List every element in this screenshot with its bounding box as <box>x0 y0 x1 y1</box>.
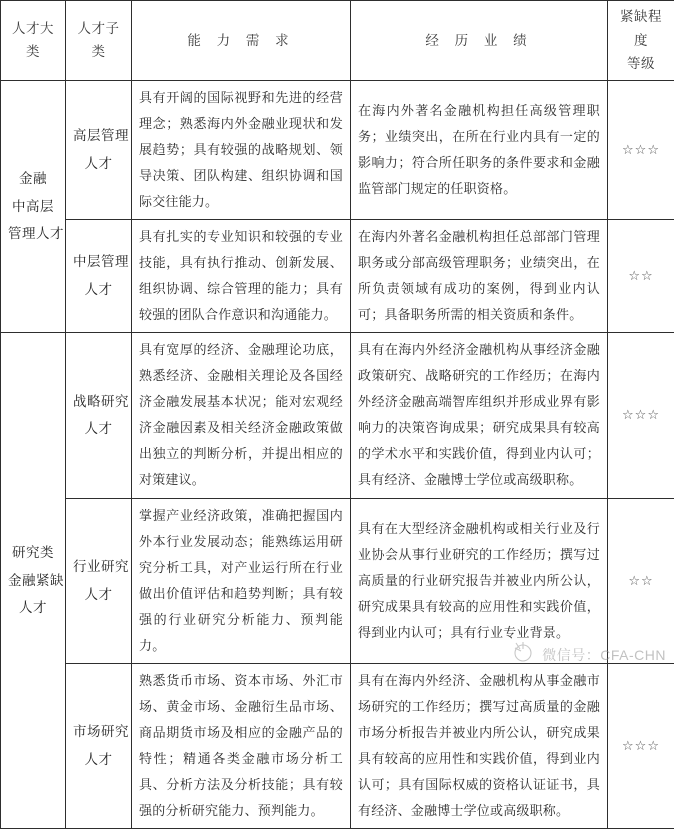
header-level-line2: 等级 <box>615 52 667 76</box>
table-row <box>1 219 674 332</box>
header-category: 人才大类 <box>1 1 66 81</box>
ability-cell: 具有开阔的国际视野和先进的经营理念；熟悉海内外金融业现状和发展趋势；具有较强的战略规划、领导决策、团队构建、组织协调和国际交往能力。 <box>132 80 351 219</box>
header-level-line1: 紧缺程度 <box>615 5 667 52</box>
subcategory-line: 战略研究 <box>73 388 124 416</box>
watermark-text: 微信号：CFA-CHN <box>542 645 666 665</box>
header-ability: 能 力 需 求 <box>132 1 351 81</box>
ability-cell: 具有宽厚的经济、金融理论功底，熟悉经济、金融相关理论及各国经济金融发展基本状况；能对宏观经济金融因素及相关经济金融政策做出独立的判断分析，并提出相应的对策建议。 <box>132 332 351 498</box>
level-cell: ☆☆ <box>608 219 674 332</box>
subcategory-line: 市场研究 <box>73 718 124 746</box>
experience-cell: 在海内外著名金融机构担任总部部门管理职务或分部高级管理职务；业绩突出，在所负责领域有成功的案例，得到业内认可；具备职务所需的相关资质和条件。 <box>351 219 608 332</box>
level-cell: ☆☆☆ <box>608 663 674 828</box>
subcategory-cell-market-research <box>66 663 132 828</box>
category-line: 金融紧缺 <box>8 567 58 595</box>
subcategory-line: 高层管理 <box>73 122 124 150</box>
category-line: 管理人才 <box>8 220 58 248</box>
category-cell-research-scarce <box>1 332 66 828</box>
subcategory-cell-industry-research <box>66 498 132 663</box>
header-subcategory: 人才子类 <box>66 1 132 81</box>
subcategory-line: 人才 <box>73 581 124 609</box>
header-level <box>608 1 674 81</box>
category-cell-finance-management <box>1 80 66 332</box>
subcategory-cell-strategy-research <box>66 332 132 498</box>
table-row <box>1 332 674 498</box>
subcategory-line: 中层管理 <box>73 248 124 276</box>
experience-cell: 具有在海内外经济金融机构从事经济金融政策研究、战略研究的工作经历；在海内外经济金融高端智库组织并形成业界有影响力的决策咨询成果；研究成果具有较高的学术水平和实践价值，得到业内认可；具有经济、金融博士学位或高级职称。 <box>351 332 608 498</box>
table-row <box>1 80 674 219</box>
subcategory-line: 行业研究 <box>73 553 124 581</box>
category-line: 金融 <box>8 165 58 193</box>
level-cell: ☆☆☆ <box>608 332 674 498</box>
experience-cell: 具有在大型经济金融机构或相关行业及行业协会从事行业研究的工作经历；撰写过高质量的行业研究报告并被业内所公认，研究成果具有较高的应用性和实践价值，得到业内认可；具有行业专业背景。 <box>351 498 608 663</box>
ability-cell: 具有扎实的专业知识和较强的专业技能，具有执行推动、创新发展、组织协调、综合管理的能力；具有较强的团队合作意识和沟通能力。 <box>132 219 351 332</box>
experience-cell: 具有在海内外经济、金融机构从事金融市场研究的工作经历；撰写过高质量的金融市场分析报告并被业内所公认，研究成果具有较高的应用性和实践价值，得到业内认可；具有国际权威的资格认证证书，具有经济、金融博士学位或高级职称。 <box>351 663 608 828</box>
ability-cell: 掌握产业经济政策，准确把握国内外本行业发展动态；能熟练运用研究分析工具，对产业运行所在行业做出价值评估和趋势判断；具有较强的行业研究分析能力、预判能力。 <box>132 498 351 663</box>
level-cell: ☆☆ <box>608 498 674 663</box>
experience-cell: 在海内外著名金融机构担任高级管理职务；业绩突出，在所在行业内具有一定的影响力；符合所任职务的条件要求和金融监管部门规定的任职资格。 <box>351 80 608 219</box>
header-experience: 经 历 业 绩 <box>351 1 608 81</box>
table-row <box>1 663 674 828</box>
category-line: 人才 <box>8 594 58 622</box>
table-header-row <box>1 1 674 81</box>
table-row <box>1 498 674 663</box>
level-cell: ☆☆☆ <box>608 80 674 219</box>
subcategory-line: 人才 <box>73 150 124 178</box>
ability-cell: 熟悉货币市场、资本市场、外汇市场、黄金市场、金融衍生品市场、商品期货市场及相应的金融产品的特性；精通各类金融市场分析工具、分析方法及分析技能；具有较强的分析研究能力、预判能力。 <box>132 663 351 828</box>
subcategory-cell-middle-management <box>66 219 132 332</box>
subcategory-cell-senior-management <box>66 80 132 219</box>
subcategory-line: 人才 <box>73 415 124 443</box>
subcategory-line: 人才 <box>73 746 124 774</box>
category-line: 中高层 <box>8 193 58 221</box>
subcategory-line: 人才 <box>73 276 124 304</box>
category-line: 研究类 <box>8 539 58 567</box>
